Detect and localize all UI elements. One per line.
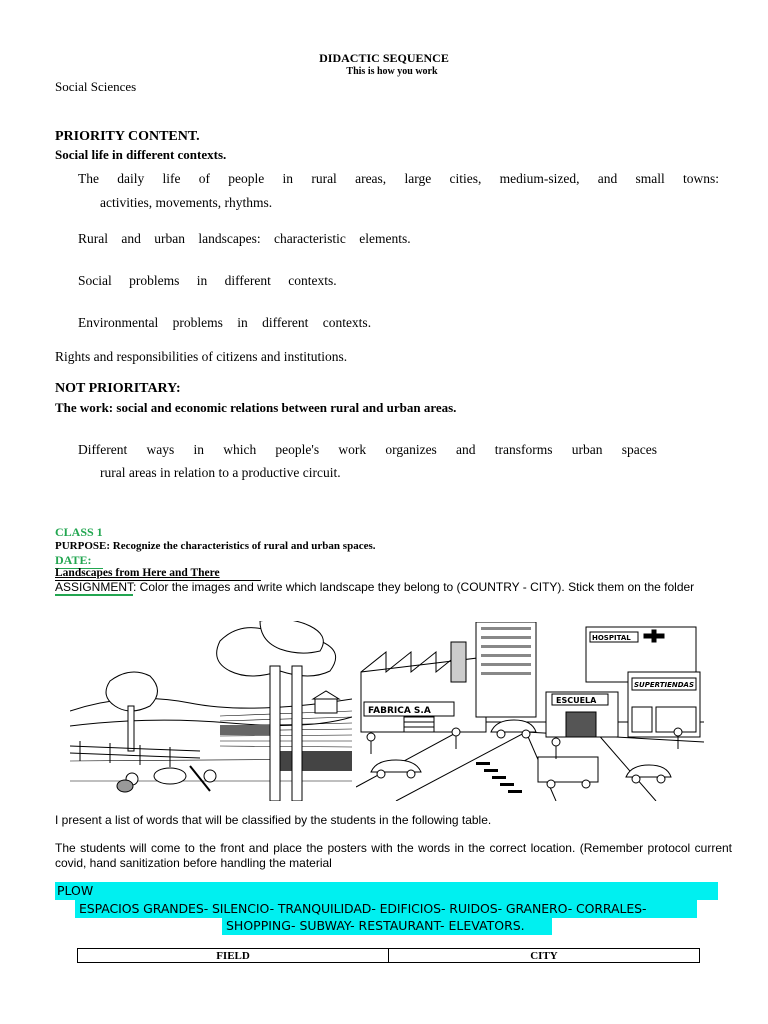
- priority-item-landscapes: Rural and urban landscapes: characteristic elements.: [78, 231, 411, 246]
- table-header-field: FIELD: [78, 949, 389, 963]
- priority-subheading: Social life in different contexts.: [55, 147, 227, 162]
- words-line-2: ESPACIOS GRANDES- SILENCIO- TRANQUILIDAD- EDIFICIOS- RUIDOS- GRANERO- CORRALES-: [79, 901, 647, 916]
- fabrica-sign: FABRICA S.A: [368, 706, 431, 716]
- assignment-text: [55, 580, 732, 595]
- priority-item-daily-life-cont: activities, movements, rhythms.: [100, 195, 273, 210]
- date-label: DATE:: [55, 553, 103, 569]
- priority-item-environmental: Environmental problems in different contexts.: [78, 315, 372, 330]
- priority-item-social-problems: Social problems in different contexts.: [78, 273, 337, 288]
- not-priority-subheading: The work: social and economic relations between rural and urban areas.: [55, 400, 457, 415]
- classification-table: [77, 948, 700, 963]
- supertiendas-sign: SUPERTIENDAS: [634, 681, 695, 689]
- escuela-sign: ESCUELA: [556, 696, 597, 705]
- priority-heading: PRIORITY CONTENT.: [55, 129, 200, 144]
- words-intro: I present a list of words that will be classified by the students in the following table.: [55, 813, 492, 827]
- landscapes-title: Landscapes from Here and There: [55, 567, 261, 581]
- not-priority-item-cont: rural areas in relation to a productive circuit.: [100, 465, 341, 480]
- table-header-city: CITY: [389, 949, 700, 963]
- priority-item-daily-life: The daily life of people in rural areas, large cities, medium-sized, and small towns:: [78, 171, 719, 186]
- words-line-3: SHOPPING- SUBWAY- RESTAURANT- ELEVATORS.: [226, 918, 525, 933]
- assignment-label: ASSIGNMENT: [55, 580, 134, 594]
- hospital-sign: HOSPITAL: [592, 634, 631, 642]
- rural-landscape-image: [70, 621, 352, 801]
- subject-label: Social Sciences: [55, 79, 137, 94]
- words-instructions: The students will come to the front and place the posters with the words in the correct location. (Remember protocol current covid, hand sanitization before handling the material: [55, 841, 732, 870]
- document-subtitle: This is how you work: [346, 66, 438, 77]
- rights-text: Rights and responsibilities of citizens and institutions.: [55, 349, 348, 364]
- purpose-text: PURPOSE: Recognize the characteristics of rural and urban spaces.: [55, 540, 376, 552]
- class-label: CLASS 1: [55, 525, 103, 539]
- words-line-1: PLOW: [57, 883, 94, 898]
- not-priority-item: Different ways in which people's work organizes and transforms urban spaces: [78, 442, 657, 457]
- not-priority-heading: NOT PRIORITARY:: [55, 381, 181, 396]
- city-landscape-image: [356, 622, 704, 801]
- table-header-row: [78, 949, 700, 963]
- words-highlight-bg-1: [55, 882, 718, 900]
- document-title: DIDACTIC SEQUENCE: [319, 51, 449, 65]
- assignment-body: : Color the images and write which landscape they belong to (COUNTRY - CITY). Stick them on the folder: [133, 580, 695, 594]
